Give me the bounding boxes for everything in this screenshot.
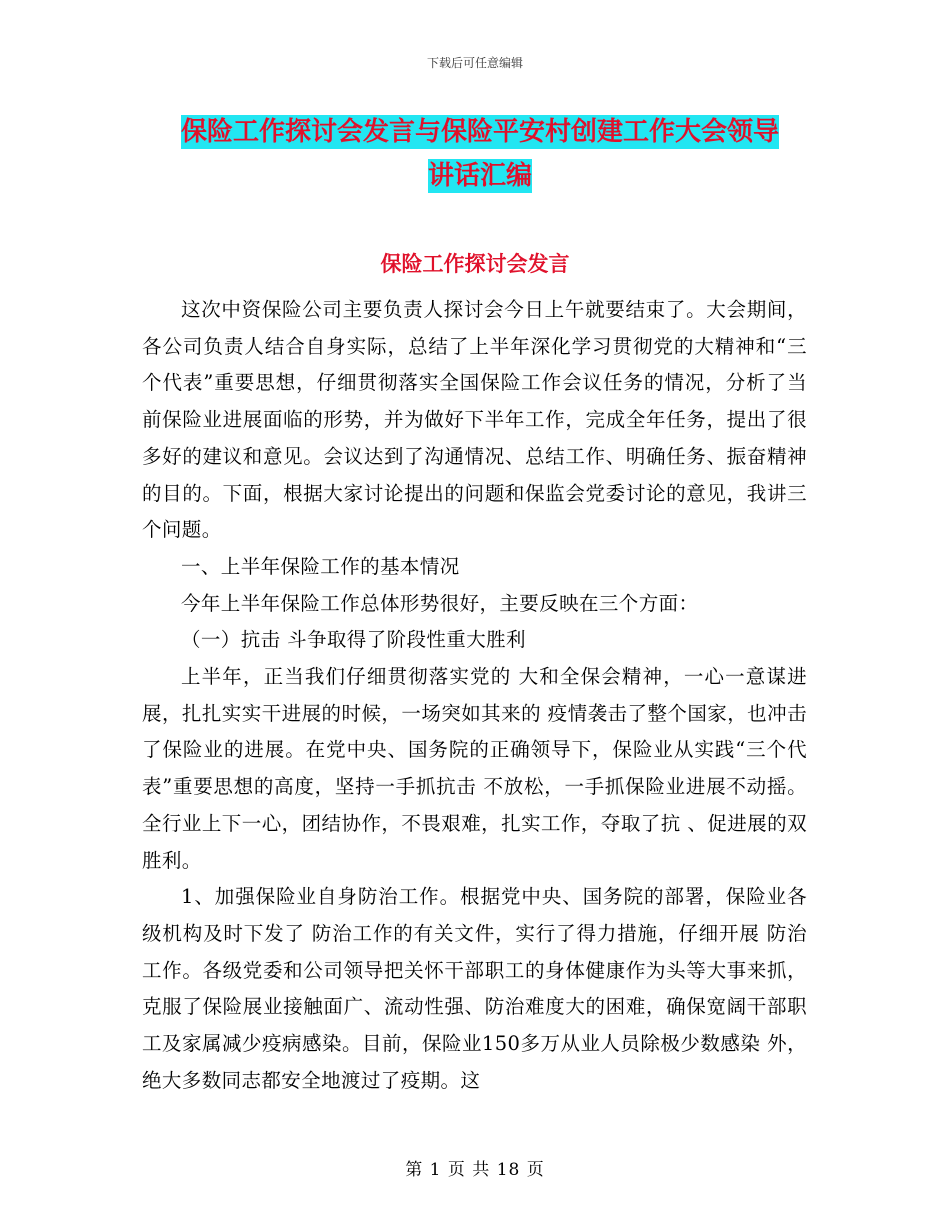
paragraph: 上半年，正当我们仔细贯彻落实党的 大和全保会精神，一心一意谋进展，扎扎实实干进展的时候，一场突如其来的 疫情袭击了整个国家，也冲击了保险业的进展。在党中央、国务院的正确领导下，保险业从实践“三个代表”重要思想的高度，坚持一手抓抗击 不放松，一手抓保险业进展不动摇。全行业上下一心，团结协作，不畏艰难，扎实工作，夺取了抗 、促进展的双胜利。 (142, 665, 807, 872)
paragraph: 这次中资保险公司主要负责人探讨会今日上午就要结束了。大会期间，各公司负责人结合自身实际，总结了上半年深化学习贯彻党的大精神和“三个代表”重要思想，仔细贯彻落实全国保险工作会议任务的情况，分析了当前保险业进展面临的形势，并为做好下半年工作，完成全年任务，提出了很多好的建议和意见。会议达到了沟通情况、总结工作、明确任务、振奋精神的目的。下面，根据大家讨论提出的问题和保监会党委讨论的意见，我讲三个问题。 (142, 298, 807, 542)
paragraph: （一）抗击 斗争取得了阶段性重大胜利 (181, 628, 526, 652)
title-line-1: 保险工作探讨会发言与保险平安村创建工作大会领导 (180, 117, 779, 147)
document-body (142, 292, 807, 1099)
paragraph: 1、加强保险业自身防治工作。根据党中央、国务院的部署，保险业各级机构及时下发了 防治工作的有关文件，实行了得力措施，仔细开展 防治工作。各级党委和公司领导把关怀干部职工的身体健康作为头等大事来抓，克服了保险展业接触面广、流动性强、防治难度大的困难，确保宽阔干部职工及家属减少疫病感染。目前，保险业150多万从业人员除极少数感染 外，绝大多数同志都安全地渡过了疫期。这 (142, 885, 807, 1092)
section-title: 保险工作探讨会发言 (380, 252, 570, 276)
paragraph: 今年上半年保险工作总体形势很好，主要反映在三个方面： (181, 591, 699, 615)
page-footer: 第 1 页 共 18 页 (405, 1160, 545, 1180)
title-line-2: 讲话汇编 (427, 161, 532, 191)
paragraph: 一、上半年保险工作的基本情况 (181, 554, 460, 578)
header-note: 下载后可任意编辑 (426, 56, 523, 70)
document-title (140, 110, 820, 198)
